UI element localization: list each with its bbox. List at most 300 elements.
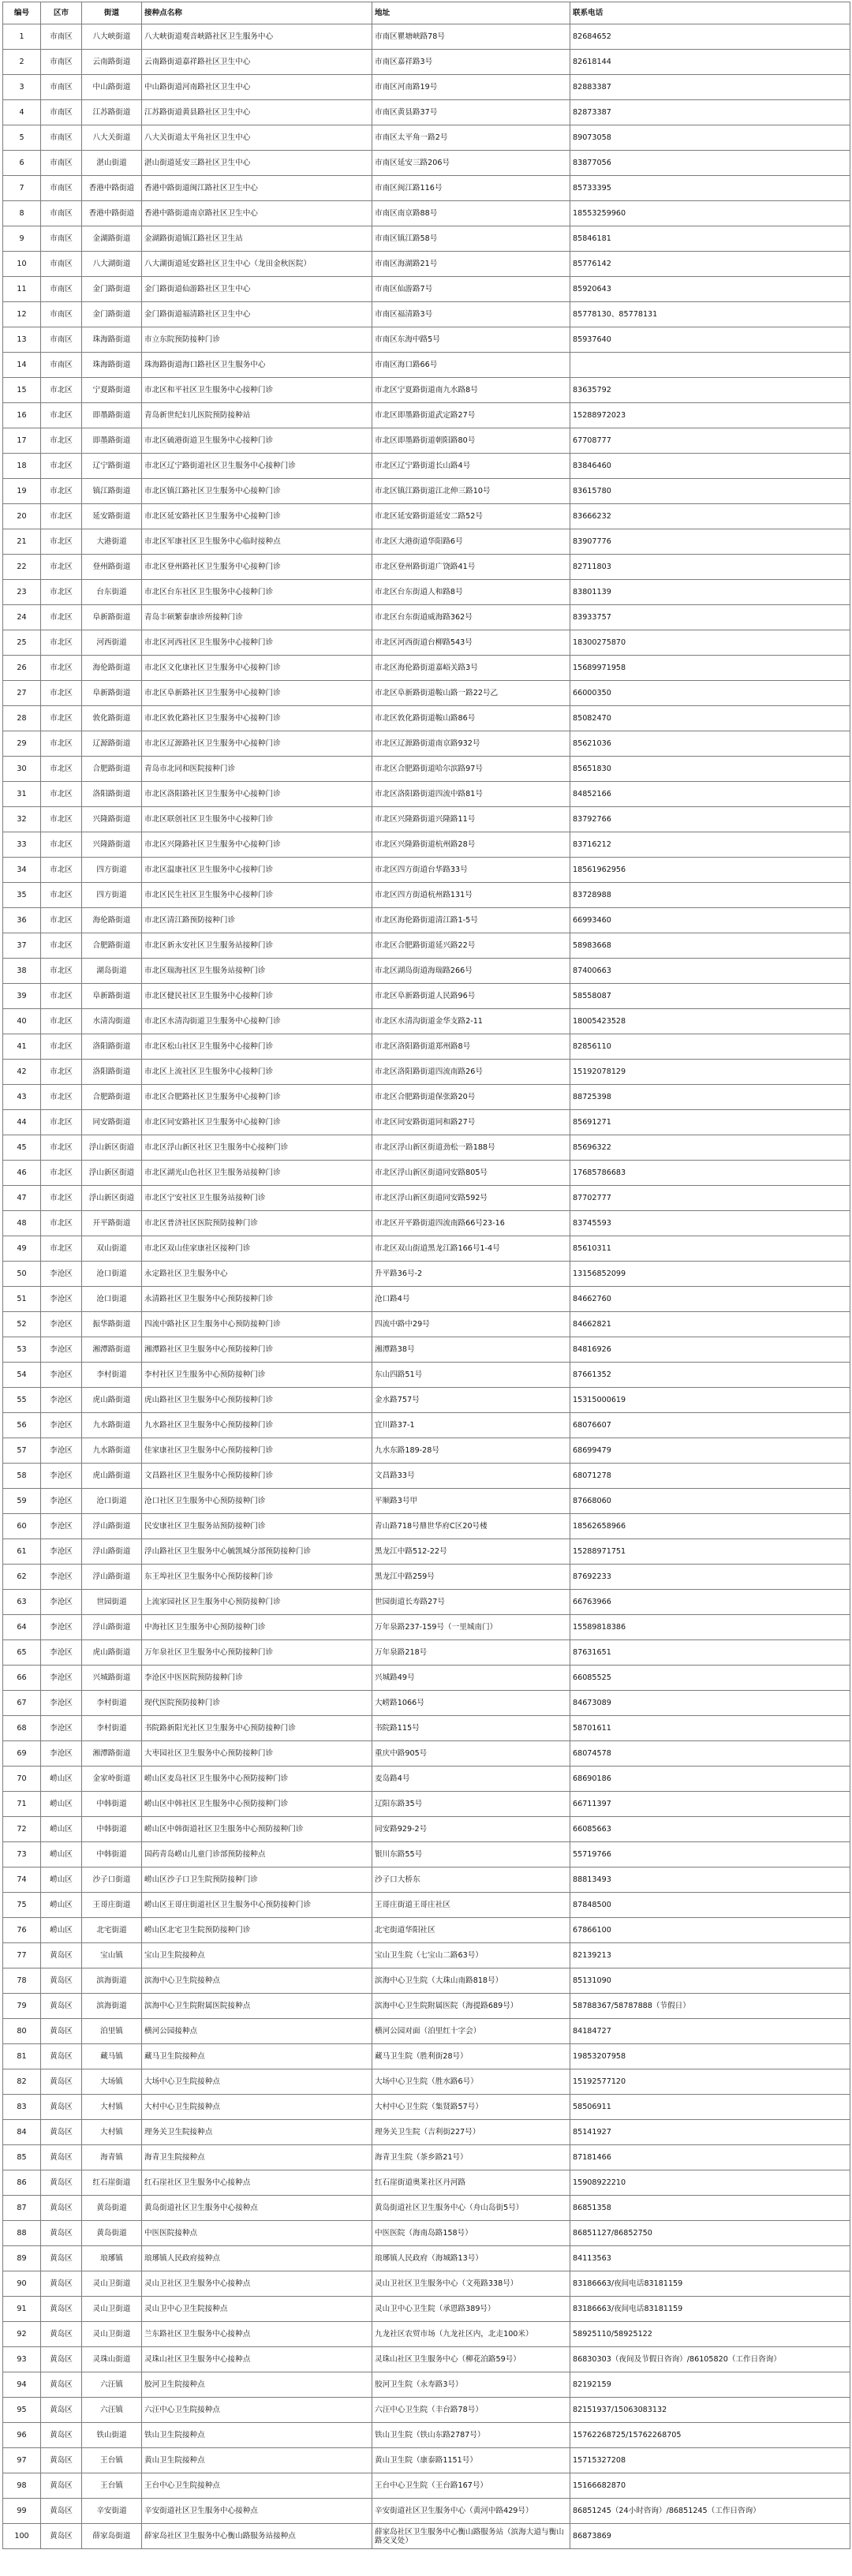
- address-cell: 同安路929-2号: [372, 1817, 570, 1842]
- phone-cell: 83792766: [570, 807, 850, 832]
- street-cell: 北宅街道: [82, 1918, 142, 1943]
- address-cell: 市北区宁夏路街道南九水路8号: [372, 378, 570, 403]
- table-row: [3, 2044, 850, 2069]
- table-row: [3, 706, 850, 731]
- table-row: [3, 1337, 850, 1363]
- phone-cell: 18553259960: [570, 201, 850, 226]
- phone-cell: 82856110: [570, 1034, 850, 1060]
- site-name-cell: 市北区湖光山色社区卫生服务站接种门诊: [142, 1161, 372, 1186]
- site-name-cell: 大村中心卫生院接种点: [142, 2095, 372, 2120]
- street-cell: 香港中路街道: [82, 201, 142, 226]
- district-cell: 黄岛区: [41, 2069, 82, 2095]
- row-number: 50: [3, 1262, 41, 1287]
- street-cell: 薛家岛街道: [82, 2524, 142, 2549]
- district-cell: 市南区: [41, 176, 82, 201]
- address-cell: 胶河卫生院（永寿路3号）: [372, 2372, 570, 2398]
- site-name-cell: 崂山区北宅卫生院预防接种门诊: [142, 1918, 372, 1943]
- phone-cell: 87661352: [570, 1363, 850, 1388]
- row-number: 22: [3, 555, 41, 580]
- site-name-cell: 香港中路街道闽江路社区卫生中心: [142, 176, 372, 201]
- street-cell: 中韩街道: [82, 1842, 142, 1868]
- address-cell: 市北区开平路街道四流南路66号23-16: [372, 1211, 570, 1236]
- address-cell: 市北区合肥路街道延兴路22号: [372, 933, 570, 959]
- district-cell: 市北区: [41, 504, 82, 529]
- street-cell: 洛阳路街道: [82, 782, 142, 807]
- district-cell: 黄岛区: [41, 2170, 82, 2196]
- phone-cell: 19853207958: [570, 2044, 850, 2069]
- site-name-cell: 滨海中心卫生院附属医院接种点: [142, 1994, 372, 2019]
- row-number: 12: [3, 302, 41, 327]
- district-cell: 市南区: [41, 327, 82, 353]
- street-cell: 王台镇: [82, 2473, 142, 2499]
- site-name-cell: 八大关街道太平角社区卫生中心: [142, 125, 372, 151]
- table-row: [3, 605, 850, 630]
- table-body: [3, 24, 850, 2549]
- address-cell: 辽阳东路35号: [372, 1792, 570, 1817]
- site-name-cell: 市北区民生社区卫生服务中心接种门诊: [142, 883, 372, 908]
- address-cell: 黑龙江中路259号: [372, 1565, 570, 1590]
- site-name-cell: 市北区文化康社区卫生服务中心接种门诊: [142, 656, 372, 681]
- phone-cell: 85691271: [570, 1110, 850, 1135]
- address-cell: 万年泉路237-159号（一里城南门）: [372, 1615, 570, 1640]
- district-cell: 市北区: [41, 1110, 82, 1135]
- row-number: 41: [3, 1034, 41, 1060]
- phone-cell: 15315000619: [570, 1388, 850, 1413]
- district-cell: 市北区: [41, 1211, 82, 1236]
- row-number: 39: [3, 984, 41, 1009]
- row-number: 75: [3, 1893, 41, 1918]
- street-cell: 虎山路街道: [82, 1640, 142, 1666]
- row-number: 11: [3, 277, 41, 302]
- street-cell: 大村镇: [82, 2095, 142, 2120]
- street-cell: 兴城路街道: [82, 1666, 142, 1691]
- row-number: 2: [3, 50, 41, 75]
- table-row: [3, 1186, 850, 1211]
- address-cell: 灵珠山社区卫生服务中心（柳花泊路59号）: [372, 2347, 570, 2372]
- district-cell: 市北区: [41, 807, 82, 832]
- site-name-cell: 理务关卫生院接种点: [142, 2120, 372, 2145]
- site-name-cell: 市北区辽宁路街道社区卫生服务中心接种门诊: [142, 454, 372, 479]
- row-number: 48: [3, 1211, 41, 1236]
- phone-cell: 15762268725/15762268705: [570, 2423, 850, 2448]
- table-row: [3, 1590, 850, 1615]
- address-cell: 书院路115号: [372, 1716, 570, 1741]
- district-cell: 黄岛区: [41, 2019, 82, 2044]
- table-row: [3, 1716, 850, 1741]
- site-name-cell: 书院路新阳光社区卫生服务中心预防接种门诊: [142, 1716, 372, 1741]
- site-name-cell: 王台中心卫生院接种点: [142, 2473, 372, 2499]
- row-number: 65: [3, 1640, 41, 1666]
- address-cell: 市南区黄县路37号: [372, 100, 570, 125]
- district-cell: 市北区: [41, 1085, 82, 1110]
- table-row: [3, 1110, 850, 1135]
- street-cell: 阜新路街道: [82, 681, 142, 706]
- phone-cell: 85610311: [570, 1236, 850, 1262]
- row-number: 59: [3, 1489, 41, 1514]
- site-name-cell: 香港中路街道南京路社区卫生中心: [142, 201, 372, 226]
- address-cell: 市北区洛阳路街道四流南路26号: [372, 1060, 570, 1085]
- district-cell: 市北区: [41, 984, 82, 1009]
- site-name-cell: 宝山卫生院接种点: [142, 1943, 372, 1968]
- table-row: [3, 50, 850, 75]
- address-cell: 大崂路1066号: [372, 1691, 570, 1716]
- row-number: 45: [3, 1135, 41, 1161]
- district-cell: 市北区: [41, 782, 82, 807]
- district-cell: 李沧区: [41, 1363, 82, 1388]
- district-cell: 市北区: [41, 933, 82, 959]
- address-cell: 宝山卫生院（七宝山二路63号）: [372, 1943, 570, 1968]
- phone-cell: 85082470: [570, 706, 850, 731]
- phone-cell: 85621036: [570, 731, 850, 757]
- address-cell: 市北区同安路街道同和路27号: [372, 1110, 570, 1135]
- table-row: [3, 681, 850, 706]
- table-row: [3, 1312, 850, 1337]
- header-cell: 街道: [82, 2, 142, 24]
- site-name-cell: 滨海中心卫生院接种点: [142, 1968, 372, 1994]
- address-cell: 海青卫生院（茶乡路21号）: [372, 2145, 570, 2170]
- row-number: 6: [3, 151, 41, 176]
- row-number: 25: [3, 630, 41, 656]
- table-row: [3, 1943, 850, 1968]
- address-cell: 市北区河西街道台柳路543号: [372, 630, 570, 656]
- table-row: [3, 1287, 850, 1312]
- phone-cell: 85778130、85778131: [570, 302, 850, 327]
- street-cell: 辽宁路街道: [82, 454, 142, 479]
- row-number: 88: [3, 2221, 41, 2246]
- address-cell: 市北区兴隆路街道兴隆路11号: [372, 807, 570, 832]
- row-number: 83: [3, 2095, 41, 2120]
- street-cell: 沧口街道: [82, 1262, 142, 1287]
- phone-cell: 84184727: [570, 2019, 850, 2044]
- street-cell: 滨海街道: [82, 1994, 142, 2019]
- phone-cell: 55719766: [570, 1842, 850, 1868]
- row-number: 10: [3, 252, 41, 277]
- address-cell: 九龙社区农贸市场（九龙社区内，北走100米）: [372, 2322, 570, 2347]
- district-cell: 黄岛区: [41, 2095, 82, 2120]
- site-name-cell: 浮山路社区卫生服务中心毓凯城分部预防接种门诊: [142, 1539, 372, 1565]
- phone-cell: 66763966: [570, 1590, 850, 1615]
- district-cell: 李沧区: [41, 1287, 82, 1312]
- table-row: [3, 1918, 850, 1943]
- address-cell: 市南区河南路19号: [372, 75, 570, 100]
- phone-cell: 82618144: [570, 50, 850, 75]
- street-cell: 大场镇: [82, 2069, 142, 2095]
- site-name-cell: 市北区温康社区卫生服务中心接种门诊: [142, 858, 372, 883]
- street-cell: 四方街道: [82, 858, 142, 883]
- table-row: [3, 2322, 850, 2347]
- phone-cell: 83635792: [570, 378, 850, 403]
- street-cell: 登州路街道: [82, 555, 142, 580]
- table-row: [3, 2120, 850, 2145]
- phone-cell: 87631651: [570, 1640, 850, 1666]
- district-cell: 市南区: [41, 100, 82, 125]
- row-number: 38: [3, 959, 41, 984]
- district-cell: 市南区: [41, 24, 82, 50]
- table-row: [3, 2423, 850, 2448]
- phone-cell: 84662821: [570, 1312, 850, 1337]
- street-cell: 兴隆路街道: [82, 832, 142, 858]
- phone-cell: 82151937/15063083132: [570, 2398, 850, 2423]
- street-cell: 即墨路街道: [82, 428, 142, 454]
- row-number: 95: [3, 2398, 41, 2423]
- phone-cell: 68699479: [570, 1438, 850, 1464]
- street-cell: 海伦路街道: [82, 656, 142, 681]
- district-cell: 市南区: [41, 226, 82, 252]
- address-cell: 市北区敦化路街道鞍山路86号: [372, 706, 570, 731]
- district-cell: 李沧区: [41, 1565, 82, 1590]
- table-row: [3, 2499, 850, 2524]
- district-cell: 市北区: [41, 1186, 82, 1211]
- address-cell: 市北区四方街道台华路33号: [372, 858, 570, 883]
- table-row: [3, 1135, 850, 1161]
- table-row: [3, 580, 850, 605]
- district-cell: 李沧区: [41, 1539, 82, 1565]
- district-cell: 黄岛区: [41, 2372, 82, 2398]
- site-name-cell: 市北区辽源路社区卫生服务中心接种门诊: [142, 731, 372, 757]
- street-cell: 泊里镇: [82, 2019, 142, 2044]
- district-cell: 市北区: [41, 555, 82, 580]
- table-row: [3, 1691, 850, 1716]
- address-cell: 黄山卫生院（康泰路1151号）: [372, 2448, 570, 2473]
- district-cell: 李沧区: [41, 1438, 82, 1464]
- street-cell: 八大关街道: [82, 125, 142, 151]
- district-cell: 市南区: [41, 75, 82, 100]
- table-row: [3, 1464, 850, 1489]
- row-number: 29: [3, 731, 41, 757]
- phone-cell: 86851245（24小时咨询）/86851245（工作日咨询）: [570, 2499, 850, 2524]
- site-name-cell: 民安康社区卫生服务站预防接种门诊: [142, 1514, 372, 1539]
- district-cell: 李沧区: [41, 1312, 82, 1337]
- address-cell: 市北区镇江路街道江北伸三路10号: [372, 479, 570, 504]
- table-row: [3, 2095, 850, 2120]
- phone-cell: 15192078129: [570, 1060, 850, 1085]
- row-number: 37: [3, 933, 41, 959]
- district-cell: 李沧区: [41, 1691, 82, 1716]
- row-number: 43: [3, 1085, 41, 1110]
- row-number: 76: [3, 1918, 41, 1943]
- district-cell: 崂山区: [41, 1893, 82, 1918]
- district-cell: 李沧区: [41, 1388, 82, 1413]
- row-number: 53: [3, 1337, 41, 1363]
- site-name-cell: 李沧区中医医院预防接种门诊: [142, 1666, 372, 1691]
- table-row: [3, 353, 850, 378]
- street-cell: 金家岭街道: [82, 1767, 142, 1792]
- site-name-cell: 市北区同安路社区卫生服务中心接种门诊: [142, 1110, 372, 1135]
- phone-cell: 89073058: [570, 125, 850, 151]
- district-cell: 市北区: [41, 706, 82, 731]
- street-cell: 沙子口街道: [82, 1868, 142, 1893]
- address-cell: 黄岛街道社区卫生服务中心（舟山岛街5号）: [372, 2196, 570, 2221]
- site-name-cell: 湘潭路社区卫生服务中心预防接种门诊: [142, 1337, 372, 1363]
- site-name-cell: 市北区敦化路社区卫生服务中心接种门诊: [142, 706, 372, 731]
- district-cell: 市北区: [41, 529, 82, 555]
- district-cell: 市北区: [41, 630, 82, 656]
- district-cell: 市北区: [41, 428, 82, 454]
- row-number: 72: [3, 1817, 41, 1842]
- row-number: 60: [3, 1514, 41, 1539]
- phone-cell: 18300275870: [570, 630, 850, 656]
- address-cell: 灵山卫中心卫生院（承恩路389号）: [372, 2297, 570, 2322]
- row-number: 23: [3, 580, 41, 605]
- table-row: [3, 454, 850, 479]
- row-number: 1: [3, 24, 41, 50]
- street-cell: 红石崖街道: [82, 2170, 142, 2196]
- row-number: 100: [3, 2524, 41, 2549]
- address-cell: 湘潭路38号: [372, 1337, 570, 1363]
- row-number: 36: [3, 908, 41, 933]
- row-number: 84: [3, 2120, 41, 2145]
- site-name-cell: 市北区合肥路社区卫生服务中心接种门诊: [142, 1085, 372, 1110]
- site-name-cell: 珠海路街道海口路社区卫生服务中心: [142, 353, 372, 378]
- row-number: 98: [3, 2473, 41, 2499]
- address-cell: 市南区闽江路116号: [372, 176, 570, 201]
- row-number: 58: [3, 1464, 41, 1489]
- table-row: [3, 1565, 850, 1590]
- district-cell: 市北区: [41, 605, 82, 630]
- table-row: [3, 1767, 850, 1792]
- row-number: 68: [3, 1716, 41, 1741]
- district-cell: 黄岛区: [41, 2398, 82, 2423]
- street-cell: 云南路街道: [82, 50, 142, 75]
- district-cell: 黄岛区: [41, 1943, 82, 1968]
- phone-cell: 82883387: [570, 75, 850, 100]
- table-row: [3, 2170, 850, 2196]
- address-cell: 市北区即墨路街道武定路27号: [372, 403, 570, 428]
- table-row: [3, 1489, 850, 1514]
- district-cell: 市北区: [41, 681, 82, 706]
- table-row: [3, 100, 850, 125]
- street-cell: 九水路街道: [82, 1438, 142, 1464]
- address-cell: 市北区大港街道华阳路6号: [372, 529, 570, 555]
- address-cell: 市北区阜新路街道鞍山路一路22号乙: [372, 681, 570, 706]
- phone-cell: 84113563: [570, 2246, 850, 2271]
- address-cell: 平顺路3号甲: [372, 1489, 570, 1514]
- address-cell: 市北区合肥路街道哈尔滨路97号: [372, 757, 570, 782]
- street-cell: 李村街道: [82, 1716, 142, 1741]
- site-name-cell: 江苏路街道黄县路社区卫生中心: [142, 100, 372, 125]
- phone-cell: 85776142: [570, 252, 850, 277]
- phone-cell: 83933757: [570, 605, 850, 630]
- row-number: 71: [3, 1792, 41, 1817]
- phone-cell: 15166682870: [570, 2473, 850, 2499]
- row-number: 7: [3, 176, 41, 201]
- phone-cell: 83745593: [570, 1211, 850, 1236]
- phone-cell: 87702777: [570, 1186, 850, 1211]
- phone-cell: 15908922210: [570, 2170, 850, 2196]
- row-number: 51: [3, 1287, 41, 1312]
- district-cell: 黄岛区: [41, 2423, 82, 2448]
- district-cell: 李沧区: [41, 1337, 82, 1363]
- district-cell: 黄岛区: [41, 2044, 82, 2069]
- district-cell: 市北区: [41, 1060, 82, 1085]
- site-name-cell: 青岛丰硕繁泰康诊所接种门诊: [142, 605, 372, 630]
- table-row: [3, 2473, 850, 2499]
- row-number: 87: [3, 2196, 41, 2221]
- row-number: 73: [3, 1842, 41, 1868]
- street-cell: 灵珠山街道: [82, 2347, 142, 2372]
- address-cell: 滨海中心卫生院（大珠山南路818号）: [372, 1968, 570, 1994]
- table-row: [3, 555, 850, 580]
- row-number: 47: [3, 1186, 41, 1211]
- row-number: 18: [3, 454, 41, 479]
- row-number: 82: [3, 2069, 41, 2095]
- street-cell: 台东街道: [82, 580, 142, 605]
- street-cell: 中韩街道: [82, 1817, 142, 1842]
- phone-cell: 86830303（夜间及节假日咨询）/86105820（工作日咨询）: [570, 2347, 850, 2372]
- address-cell: 六汪中心卫生院（丰台路78号）: [372, 2398, 570, 2423]
- street-cell: 海青镇: [82, 2145, 142, 2170]
- site-name-cell: 崂山区王哥庄街道社区卫生服务中心预防接种门诊: [142, 1893, 372, 1918]
- row-number: 85: [3, 2145, 41, 2170]
- district-cell: 黄岛区: [41, 2448, 82, 2473]
- phone-cell: 15288972023: [570, 403, 850, 428]
- phone-cell: 86851358: [570, 2196, 850, 2221]
- phone-cell: 15192577120: [570, 2069, 850, 2095]
- table-row: [3, 2297, 850, 2322]
- street-cell: 藏马镇: [82, 2044, 142, 2069]
- phone-cell: 84816926: [570, 1337, 850, 1363]
- site-name-cell: 大枣园社区卫生服务中心预防接种门诊: [142, 1741, 372, 1767]
- district-cell: 市北区: [41, 757, 82, 782]
- row-number: 5: [3, 125, 41, 151]
- phone-cell: 83877056: [570, 151, 850, 176]
- address-cell: 中医医院（海南岛路158号）: [372, 2221, 570, 2246]
- street-cell: 金门路街道: [82, 277, 142, 302]
- row-number: 97: [3, 2448, 41, 2473]
- street-cell: 大村镇: [82, 2120, 142, 2145]
- site-name-cell: 万年泉社区卫生服务中心预防接种门诊: [142, 1640, 372, 1666]
- phone-cell: 87181466: [570, 2145, 850, 2170]
- street-cell: 四方街道: [82, 883, 142, 908]
- street-cell: 沧口街道: [82, 1287, 142, 1312]
- table-row: [3, 2398, 850, 2423]
- street-cell: 合肥路街道: [82, 1085, 142, 1110]
- address-cell: 金水路757号: [372, 1388, 570, 1413]
- phone-cell: 85651830: [570, 757, 850, 782]
- site-name-cell: 铁山卫生院接种点: [142, 2423, 372, 2448]
- table-row: [3, 630, 850, 656]
- phone-cell: 18562658966: [570, 1514, 850, 1539]
- row-number: 24: [3, 605, 41, 630]
- district-cell: 黄岛区: [41, 2524, 82, 2549]
- row-number: 70: [3, 1767, 41, 1792]
- street-cell: 浮山新区街道: [82, 1186, 142, 1211]
- address-cell: 市北区台东街道威海路362号: [372, 605, 570, 630]
- row-number: 52: [3, 1312, 41, 1337]
- district-cell: 崂山区: [41, 1792, 82, 1817]
- site-name-cell: 金门路街道福清路社区卫生中心: [142, 302, 372, 327]
- site-name-cell: 市北区兴隆路社区卫生服务中心接种门诊: [142, 832, 372, 858]
- district-cell: 李沧区: [41, 1716, 82, 1741]
- site-name-cell: 崂山区麦岛社区卫生服务中心预防接种门诊: [142, 1767, 372, 1792]
- row-number: 94: [3, 2372, 41, 2398]
- row-number: 44: [3, 1110, 41, 1135]
- district-cell: 市南区: [41, 151, 82, 176]
- phone-cell: 58925110/58925122: [570, 2322, 850, 2347]
- phone-cell: 66000350: [570, 681, 850, 706]
- district-cell: 市北区: [41, 479, 82, 504]
- address-cell: 藏马卫生院（胜利街28号）: [372, 2044, 570, 2069]
- table-row: [3, 75, 850, 100]
- row-number: 40: [3, 1009, 41, 1034]
- street-cell: 中山路街道: [82, 75, 142, 100]
- street-cell: 浮山新区街道: [82, 1135, 142, 1161]
- table-row: [3, 2372, 850, 2398]
- phone-cell: 84852166: [570, 782, 850, 807]
- address-cell: 琅琊镇人民政府（海城路13号）: [372, 2246, 570, 2271]
- street-cell: 八大峡街道: [82, 24, 142, 50]
- district-cell: 李沧区: [41, 1590, 82, 1615]
